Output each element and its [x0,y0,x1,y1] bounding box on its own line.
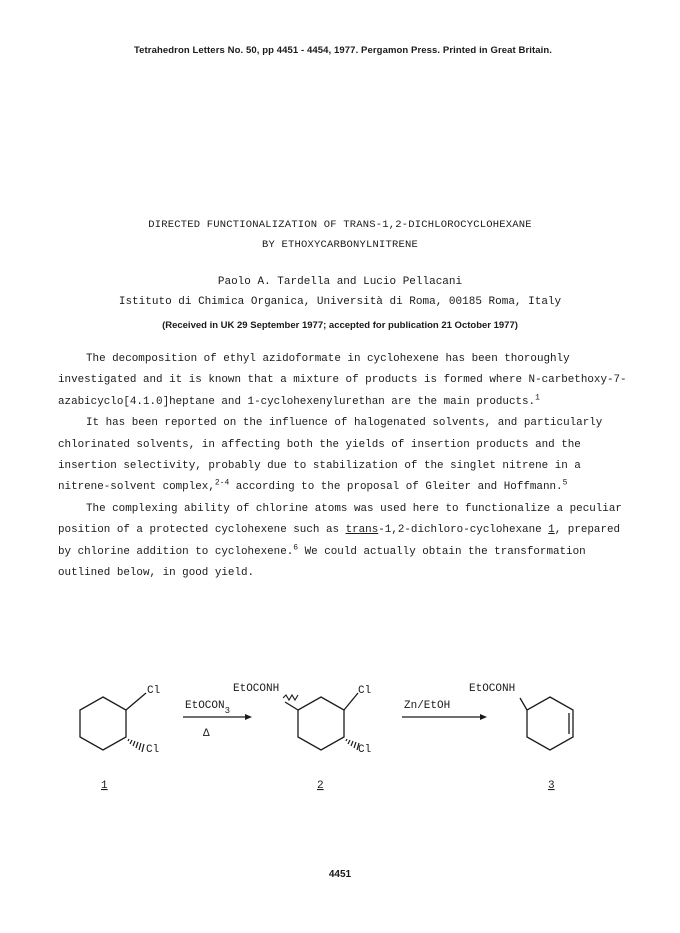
chlorine-label: Cl [146,744,160,756]
paragraph-2 [58,413,628,499]
compound-number-2: 2 [317,780,324,792]
reagent-ethyl-azidoformate: EtOCON$_3$ [185,700,231,716]
substituent-label: EtOCONH [469,683,516,695]
trans-prefix: trans [345,524,379,537]
wedge-bond-1 [128,739,144,752]
reference-5: 5 [562,478,568,488]
heat-symbol: Δ [203,728,210,740]
body-text [58,349,628,584]
compound-number-1: 1 [101,780,108,792]
chlorine-label: Cl [358,685,372,697]
received-dates: (Received in UK 29 September 1977; accepted for publication 21 October 1977) [162,320,518,331]
paragraph-1 [58,349,628,413]
article-title-line-1: DIRECTED FUNCTIONALIZATION OF TRANS-1,2-DICHLOROCYCLOHEXANE [148,219,532,231]
reference-6: 6 [293,543,299,553]
compound-2-structure [285,693,358,750]
chlorine-label: Cl [358,744,372,756]
compound-1-structure [80,693,146,750]
arrow-head-2 [480,714,487,720]
arrow-head-1 [245,714,252,720]
compound-3-structure [520,697,573,750]
substituent-label: EtOCONH [233,683,280,695]
paragraph-3-text: The complexing ability of chlorine atoms was used here to functionalize a peculiar position of a protected cyclohexene such as [58,502,622,537]
compound-number-3: 3 [548,780,555,792]
authors: Paolo A. Tardella and Lucio Pellacani [217,276,463,288]
paragraph-3-text-c: , prepared by chlorine addition to cyclohexene. [58,524,621,558]
paragraph-2-text-end: according to the proposal of Gleiter and Hoffmann. [229,481,563,494]
affiliation: Istituto di Chimica Organica, Università di Roma, 00185 Roma, Italy [118,296,562,308]
paragraph-1-text: The decomposition of ethyl azidoformate in cyclohexene has been thoroughly investigated and it is known that a mixture of products is formed where N-carbethoxy-7-azabicyclo[4.1.0]heptane and 1-cyclohexenylurethan are the main products. [58,353,627,408]
journal-header: Tetrahedron Letters No. 50, pp 4451 - 4454, 1977. Pergamon Press. Printed in Great Britain. [133,45,553,56]
wavy-bond [283,695,298,700]
reaction-scheme [0,660,680,810]
compound-ref-1: 1 [548,524,555,537]
reference-1: 1 [535,393,540,403]
reagent-zinc-ethanol: Zn/EtOH [404,700,451,712]
chlorine-label: Cl [147,685,161,697]
reference-2-4: 2-4 [214,478,230,488]
article-title-line-2: BY ETHOXYCARBONYLNITRENE [261,239,419,251]
paragraph-3-text-b: -1,2-dichloro-cyclohexane [378,524,549,537]
page-number: 4451 [328,869,352,880]
paragraph-3-text-d: We could actually obtain the transformation outlined below, in good yield. [58,545,586,580]
paragraph-2-text: It has been reported on the influence of halogenated solvents, and particularly chlorinated solvents, in affecting both the yields of insertion products and the insertion selectivity, probably due to stabilization of the singlet nitrene in a nitrene-solvent complex, [58,417,603,494]
paragraph-3 [58,499,628,585]
